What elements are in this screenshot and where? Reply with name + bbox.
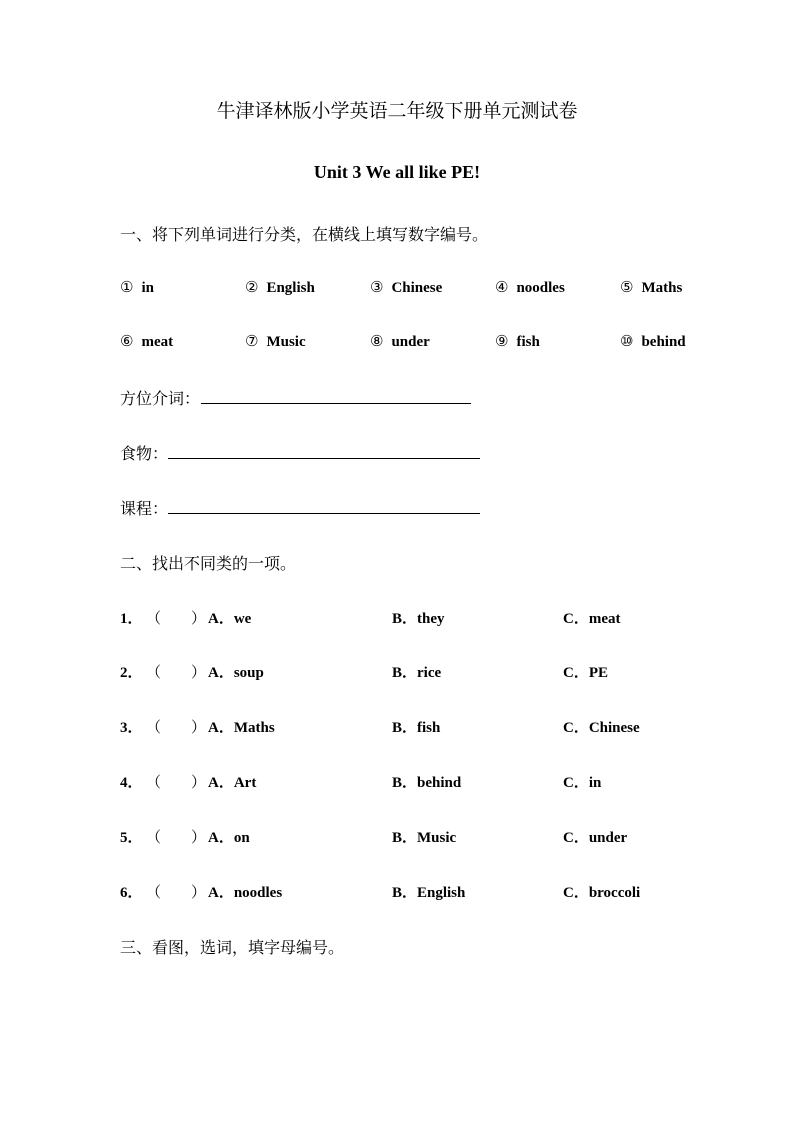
option-b: B．behind — [392, 775, 462, 791]
option-a: A．on — [208, 830, 250, 846]
category-label-subjects: 课程： — [120, 499, 169, 518]
word-item: ③ Chinese — [370, 278, 443, 296]
answer-line-prepositions[interactable] — [201, 403, 471, 404]
question-number: 2． — [120, 665, 143, 681]
option-b: B．Music — [392, 830, 457, 846]
answer-line-subjects[interactable] — [168, 513, 480, 514]
option-a: A．Art — [208, 775, 257, 791]
category-label-food: 食物： — [120, 444, 169, 463]
question-number: 4． — [120, 775, 143, 791]
option-c: C．meat — [563, 611, 621, 627]
section2-heading: 二、找出不同类的一项。 — [120, 554, 297, 573]
question-number: 6． — [120, 885, 143, 901]
option-a: A．soup — [208, 665, 264, 681]
word-item: ① in — [120, 278, 154, 296]
option-a: A．Maths — [208, 720, 275, 736]
word-item: ⑦ Music — [245, 332, 306, 350]
word-item: ⑧ under — [370, 332, 430, 350]
option-c: C．under — [563, 830, 628, 846]
category-label-prepositions: 方位介词： — [120, 389, 201, 408]
question-number: 3． — [120, 720, 143, 736]
option-c: C．broccoli — [563, 885, 641, 901]
word-item: ⑥ meat — [120, 332, 174, 350]
answer-blank[interactable]: （ ） — [146, 775, 207, 791]
word-item: ④ noodles — [495, 278, 565, 296]
option-b: B．English — [392, 885, 466, 901]
word-item: ⑨ fish — [495, 332, 540, 350]
answer-blank[interactable]: （ ） — [146, 611, 207, 627]
section1-heading: 一、将下列单词进行分类，在横线上填写数字编号。 — [120, 225, 489, 244]
option-b: B．fish — [392, 720, 441, 736]
word-item: ⑩ behind — [620, 332, 686, 350]
answer-line-food[interactable] — [168, 458, 480, 459]
unit-subtitle: Unit 3 We all like PE! — [313, 162, 481, 182]
option-c: C．PE — [563, 665, 609, 681]
section3-heading: 三、看图，选词，填字母编号。 — [120, 938, 345, 957]
option-b: B．they — [392, 611, 445, 627]
page-title: 牛津译林版小学英语二年级下册单元测试卷 — [216, 100, 578, 122]
word-item: ② English — [245, 278, 315, 296]
option-c: C．Chinese — [563, 720, 640, 736]
answer-blank[interactable]: （ ） — [146, 885, 207, 901]
option-c: C．in — [563, 775, 602, 791]
question-number: 1． — [120, 611, 143, 627]
word-item: ⑤ Maths — [620, 278, 683, 296]
question-number: 5． — [120, 830, 143, 846]
option-a: A．noodles — [208, 885, 283, 901]
option-a: A．we — [208, 611, 252, 627]
answer-blank[interactable]: （ ） — [146, 665, 207, 681]
option-b: B．rice — [392, 665, 442, 681]
answer-blank[interactable]: （ ） — [146, 830, 207, 846]
answer-blank[interactable]: （ ） — [146, 720, 207, 736]
